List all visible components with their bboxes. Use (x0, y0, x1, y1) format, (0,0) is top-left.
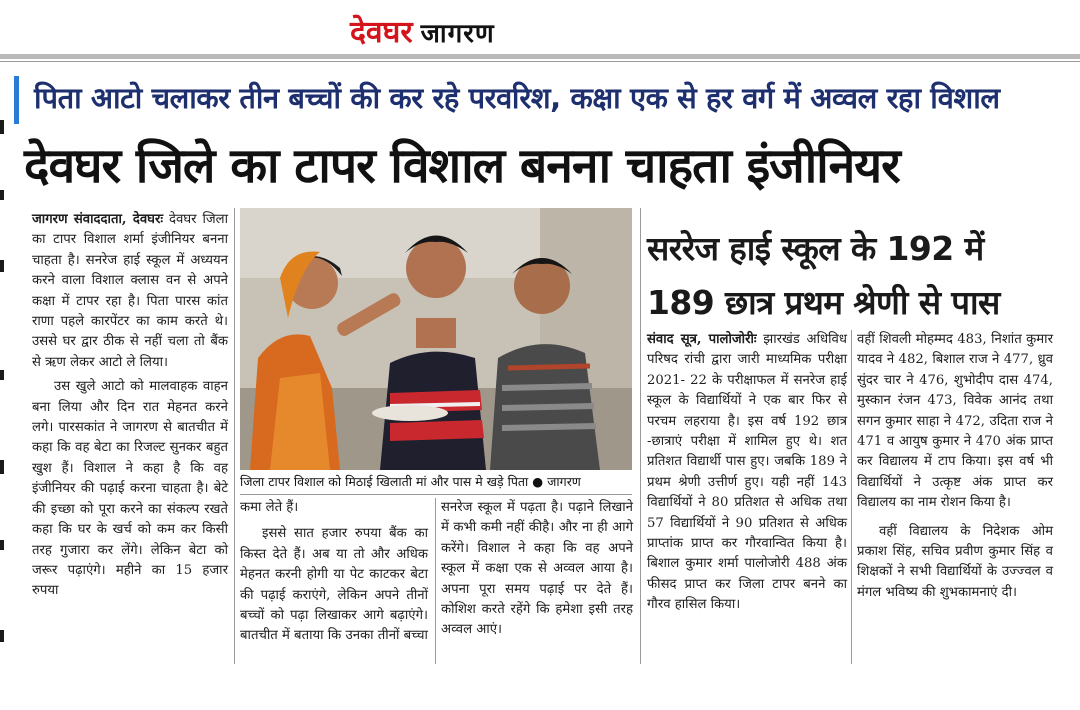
column-divider (851, 330, 852, 664)
newspaper-logo (350, 10, 495, 52)
masthead-rule-thin (0, 61, 1080, 62)
edge-mark (0, 460, 4, 474)
left-page-edge (0, 70, 16, 710)
kicker-accent-bar (14, 76, 19, 124)
story-headline: देवघर जिले का टापर विशाल बनना चाहता इंजीनियर (24, 138, 900, 194)
news-photo (240, 208, 632, 470)
story-column-1 (32, 210, 228, 602)
story-dateline: जागरण संवाददाता, देवघरः (32, 212, 164, 227)
edge-mark (0, 540, 4, 550)
story-column-2 (240, 498, 428, 647)
masthead (0, 0, 1080, 58)
paragraph: वहीं विद्यालय के निदेशक ओम प्रकाश सिंह, सचिव प्रवीण कुमार सिंह व शिक्षकों ने सभी विद्यार्थियों के उज्ज्वल व मंगल भविष्य की शुभकामनाएं दी। (857, 523, 1053, 600)
edge-mark (0, 120, 4, 134)
story2-column-2 (857, 330, 1053, 603)
edge-mark (0, 190, 4, 200)
paragraph: इससे सात हजार रुपया बैंक का किस्त देते हैं। अब या तो और अधिक मेहनत करनी होगी या पेट काटकर बेटा की पढ़ाई कराएंगे, लेकिन अपने तीनों बच्चों को पढ़ा लिखाकर आगे बढ़ाएंगे। बातचीत में बताया कि उनका तीनों बच्चा (240, 526, 428, 644)
column-divider (234, 208, 235, 664)
story-kicker: पिता आटो चलाकर तीन बच्चों की कर रहे परवरिश, कक्षा एक से हर वर्ग में अव्वल रहा विशाल (34, 81, 1000, 115)
story2-column-1 (647, 330, 847, 616)
masthead-rule (0, 54, 1080, 59)
story-divider (640, 208, 641, 664)
story-column-3 (441, 498, 633, 641)
story2-headline-line1: सररेज हाई स्कूल के 192 में (647, 229, 984, 268)
story2-dateline: संवाद सूत्र, पालोजोरीः (647, 332, 757, 347)
photo-caption: जिला टापर विशाल को मिठाई खिलाती मां और पास मे खड़े पिता ● जागरण (240, 470, 632, 495)
edge-mark (0, 630, 4, 642)
edge-mark (0, 260, 4, 272)
paragraph: झारखंड अधिविध परिषद रांची द्वारा जारी माध्यमिक परीक्षा 2021- 22 के परीक्षाफल में सनरेज हाई स्कूल के विद्यार्थियों ने एक बार फिर से परचम लहराया है। इस वर्ष 192 छात्र -छात्राएं परीक्षा में शामिल हुए थे। शत प्रतिशत विद्यार्थी पास हुए। जबकि 189 ने प्रथम श्रेणी उत्तीर्ण हुए। यही नहीं 143 विद्यार्थियों ने 80 प्रतिशत से अधिक तथा 57 विद्यार्थियों ने 90 प्रतिशत से अधिक प्राप्तांक प्राप्त कर गौरवान्वित किया है। बिशाल कुमार शर्मा पालोजोरी 488 अंक फीसद प्राप्त कर जिला टापर बनने का गौरव हासिल किया। (647, 332, 847, 613)
logo-jagran: जागरण (420, 19, 495, 49)
paragraph: कमा लेते हैं। (240, 500, 299, 515)
column-divider (435, 498, 436, 664)
story2-headline (647, 222, 1067, 330)
logo-devghar: देवघर (350, 15, 413, 50)
story2-headline-line2: 189 छात्र प्रथम श्रेणी से पास (647, 283, 1000, 322)
paragraph: उस खुले आटो को मालवाहक वाहन बना लिया और दिन रात मेहनत करने लगे। पारसकांत ने जागरण से बातचीत में कहा कि वह बेटा का रिजल्ट सुनकर बहुत खुश हैं। विशाल ने कहा है कि वह इंजीनियर की पढ़ाई करना चाहता है। बेटे की इच्छा को पूरा करने का संकल्प रखते कहा कि घर के खर्च को कम कर किसी तरह गुजारा कर लेंगे। लेकिन बेटा को जरूर पढ़ाएंगे। महीने का 15 हजार रुपया (32, 379, 228, 599)
edge-mark (0, 370, 4, 380)
paragraph: सनरेज स्कूल में पढ़ता है। पढ़ाने लिखाने में कभी कमी नहीं कीहै। और ना ही आगे करेंगे। विशाल ने कहा कि वह अपने स्कूल में कक्षा एक से अव्वल आया है। अपना पूरा समय पढ़ाई पर देते हैं। कोशिश करते रहेंगे कि हमेशा इसी तरह अव्वल आएं। (441, 500, 633, 638)
paragraph: वहीं शिवली मोहम्मद 483, निशांत कुमार यादव ने 482, बिशाल राज ने 477, ध्रुव सुंदर चार ने 476, शुभोदीप दास 474, मुस्कान रंजन 473, विवेक आनंद तथा सगन कुमार साहा ने 472, उदिता राज ने 471 व आयुष कुमार ने 470 अंक प्राप्त कर विद्यालय में टाप किया। इस वर्ष भी विद्यार्थियों ने उत्कृष्ट अंक प्राप्त कर विद्यालय का नाम रोशन किया है। (857, 332, 1053, 511)
photo-illustration (240, 208, 632, 470)
paragraph: देवघर जिला का टापर विशाल शर्मा इंजीनियर बनना चाहता है। सनरेज हाई स्कूल में अध्ययन करने वाला विशाल क्लास वन से अपने कक्षा में टापर रहा है। पिता पारस कांत राणा पहले कारपेंटर का काम करते थे। उससे घर द्वार ठीक से नहीं चला तो बैंक से ऋण लेकर आटो ले लिया। (32, 212, 229, 370)
